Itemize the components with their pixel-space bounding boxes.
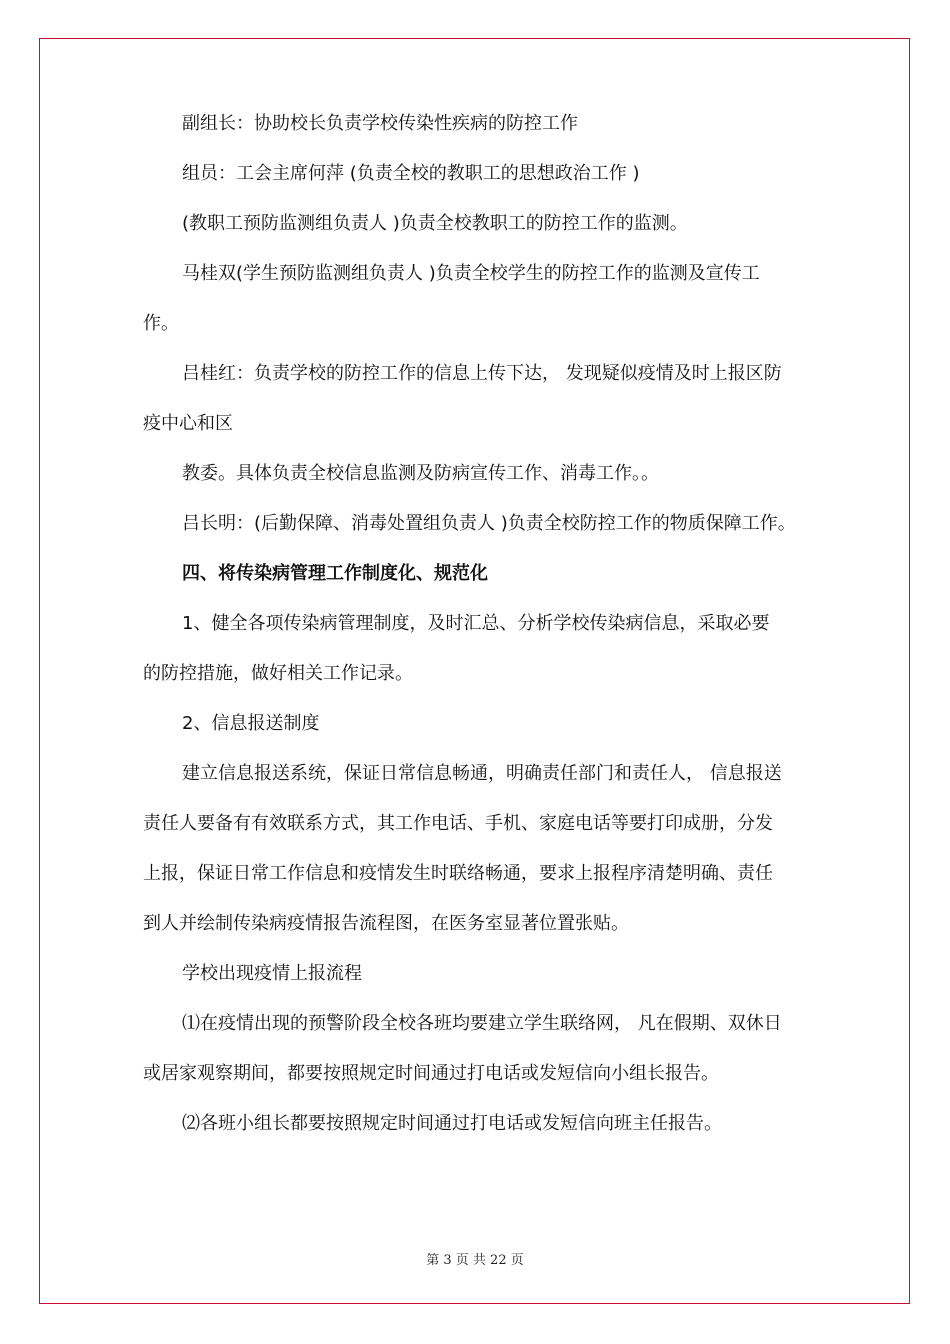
paragraph-line: 吕桂红：负责学校的防控工作的信息上传下达， 发现疑似疫情及时上报区防 bbox=[182, 363, 782, 384]
paragraph-line: 学校出现疫情上报流程 bbox=[182, 963, 362, 984]
paragraph-line: 责任人要备有有效联系方式，其工作电话、手机、家庭电话等要打印成册，分发 bbox=[143, 813, 773, 834]
paragraph-line: 到人并绘制传染病疫情报告流程图，在医务室显著位置张贴。 bbox=[143, 913, 629, 934]
paragraph-line: 疫中心和区 bbox=[143, 413, 233, 434]
paragraph-line: 副组长：协助校长负责学校传染性疾病的防控工作 bbox=[182, 113, 578, 134]
paragraph-line: 或居家观察期间，都要按照规定时间通过打电话或发短信向小组长报告。 bbox=[143, 1063, 719, 1084]
section-heading: 四、将传染病管理工作制度化、规范化 bbox=[182, 563, 488, 584]
paragraph-line: 1、健全各项传染病管理制度，及时汇总、分析学校传染病信息，采取必要 bbox=[182, 613, 770, 634]
paragraph-line: 组员：工会主席何萍 (负责全校的教职工的思想政治工作 ) bbox=[182, 163, 640, 184]
paragraph-line: 建立信息报送系统，保证日常信息畅通，明确责任部门和责任人， 信息报送 bbox=[182, 763, 782, 784]
paragraph-line: 教委。具体负责全校信息监测及防病宣传工作、消毒工作。。 bbox=[182, 463, 659, 484]
paragraph-line: 马桂双(学生预防监测组负责人 )负责全校学生的防控工作的监测及宣传工 bbox=[182, 263, 760, 284]
paragraph-line: 作。 bbox=[143, 313, 179, 334]
page-footer: 第 3 页 共 22 页 bbox=[426, 1253, 524, 1268]
paragraph-line: ⑵各班小组长都要按照规定时间通过打电话或发短信向班主任报告。 bbox=[182, 1113, 722, 1134]
paragraph-line: 上报，保证日常工作信息和疫情发生时联络畅通，要求上报程序清楚明确、责任 bbox=[143, 863, 773, 884]
paragraph-line: 2、信息报送制度 bbox=[182, 713, 320, 734]
paragraph-line: 的防控措施，做好相关工作记录。 bbox=[143, 663, 413, 684]
paragraph-line: 吕长明：(后勤保障、消毒处置组负责人 )负责全校防控工作的物质保障工作。 bbox=[182, 513, 796, 534]
paragraph-line: (教职工预防监测组负责人 )负责全校教职工的防控工作的监测。 bbox=[182, 213, 688, 234]
paragraph-line: ⑴在疫情出现的预警阶段全校各班均要建立学生联络网， 凡在假期、双休日 bbox=[182, 1013, 782, 1034]
